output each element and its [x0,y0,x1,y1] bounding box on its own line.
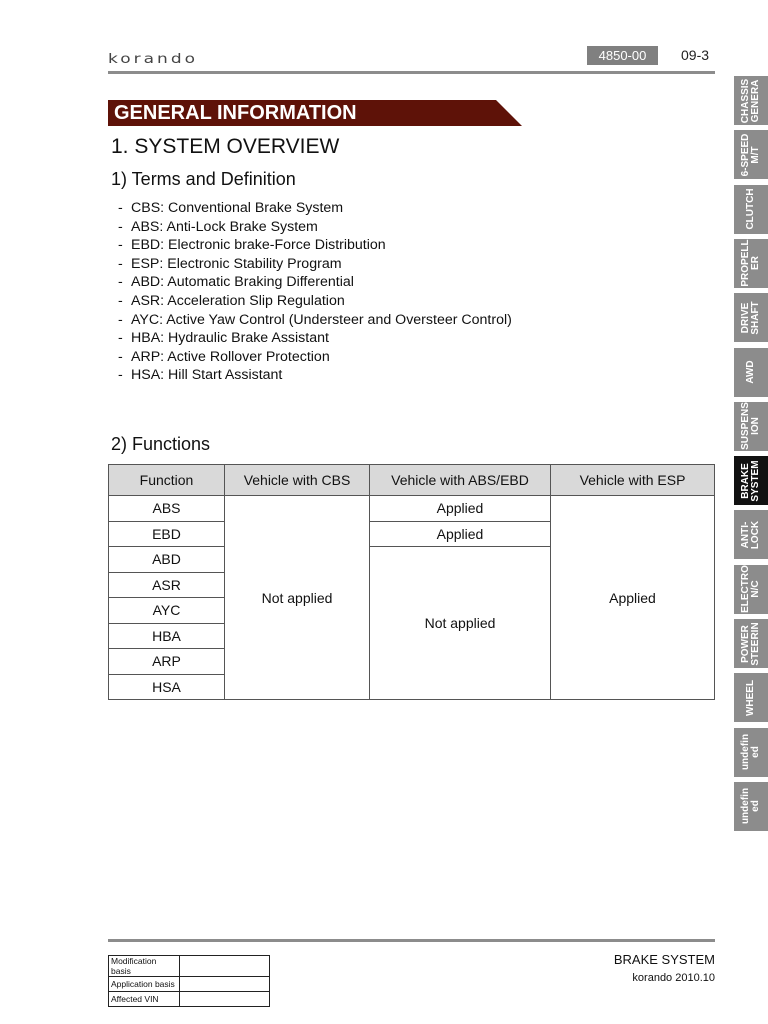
functions-heading: 2) Functions [111,434,211,454]
header-rule [108,71,715,74]
function-cell: ABS [109,496,225,522]
mod-label: Modification basis [109,956,180,977]
chapter-tab[interactable] [734,402,768,451]
term-item: - ESP: Electronic Stability Program [118,255,342,272]
term-item: - ARP: Active Rollover Protection [118,348,330,365]
chapter-tab-label: ANTI- LOCK [740,520,761,550]
chapter-tab[interactable] [734,619,768,668]
mod-value [180,992,270,1007]
abs-ebd-cell: Not applied [370,547,551,700]
table-row [109,496,715,522]
chapter-tab-label: CLUTCH [745,188,756,230]
mod-label: Application basis [109,977,180,992]
chapter-tab-label: AWD [745,360,756,384]
brand-logo: korando [108,51,199,67]
chapter-tab[interactable] [734,565,768,614]
chapter-tab-label: BRAKE SYSTEM [740,460,761,502]
chapter-tab-label: CHASSIS GENERA [740,78,761,123]
function-cell: ASR [109,572,225,598]
term-item: - ABD: Automatic Braking Differential [118,274,354,291]
chapter-tab-label: POWER STEERIN [740,621,761,666]
function-cell: EBD [109,521,225,547]
mod-row [109,992,270,1007]
header-function: Function [109,465,225,496]
term-item: - EBD: Electronic brake-Force Distribution [118,237,386,254]
chapter-tab-label: ELECTRO N/C [740,565,761,614]
chapter-tab[interactable] [734,456,768,505]
mod-row [109,977,270,992]
header-esp: Vehicle with ESP [551,465,715,496]
chapter-tab[interactable] [734,510,768,559]
chapter-tab-label: SUSPENS ION [740,402,761,451]
chapter-tab-label: undefin ed [740,734,761,771]
chapter-tab[interactable] [734,293,768,342]
term-item: - ABS: Anti-Lock Brake System [118,218,318,235]
mod-value [180,956,270,977]
function-cell: HSA [109,674,225,700]
mod-value [180,977,270,992]
header-cbs: Vehicle with CBS [225,465,370,496]
function-cell: ARP [109,649,225,675]
chapter-tab[interactable] [734,185,768,234]
function-cell: AYC [109,598,225,624]
function-cell: HBA [109,623,225,649]
mod-label: Affected VIN [109,992,180,1007]
abs-ebd-cell: Applied [370,521,551,547]
page-number: 09-3 [681,47,710,63]
footer-rule [108,939,715,942]
modification-table [108,955,270,1007]
chapter-tab[interactable] [734,673,768,722]
footer-title: BRAKE SYSTEM [613,952,715,967]
chapter-tab-label: WHEEL [745,679,756,716]
header-abs-ebd: Vehicle with ABS/EBD [370,465,551,496]
term-item: - ASR: Acceleration Slip Regulation [118,292,345,309]
chapter-tab[interactable] [734,76,768,125]
chapter-tab[interactable] [734,239,768,288]
document-code: 4850-00 [587,46,658,65]
term-item: - CBS: Conventional Brake System [118,200,344,216]
abs-ebd-cell: Applied [370,496,551,522]
term-item: - HBA: Hydraulic Brake Assistant [118,330,329,347]
terms-list [118,199,512,385]
chapter-tab[interactable] [734,130,768,179]
function-cell: ABD [109,547,225,573]
chapter-tab-label: PROPELL ER [740,239,761,288]
section-banner [108,100,522,126]
term-item: - HSA: Hill Start Assistant [118,367,283,384]
chapter-tab-label: 6-SPEED M/T [740,133,761,177]
chapter-tab[interactable] [734,728,768,777]
mod-row [109,956,270,977]
footer-subtitle: korando 2010.10 [632,972,715,984]
functions-table [108,464,715,700]
banner-title: GENERAL INFORMATION [114,102,357,124]
table-header-row [109,465,715,496]
chapter-tab[interactable] [734,348,768,397]
term-item: - AYC: Active Yaw Control (Understeer and Oversteer Control) [118,311,512,328]
cbs-cell: Not applied [225,496,370,700]
chapter-tab[interactable] [734,782,768,831]
chapter-tab-label: DRIVE SHAFT [740,301,761,335]
esp-cell: Applied [551,496,715,700]
terms-heading: 1) Terms and Definition [111,169,296,189]
section-title: 1. SYSTEM OVERVIEW [111,135,340,158]
chapter-tab-label: undefin ed [740,788,761,825]
